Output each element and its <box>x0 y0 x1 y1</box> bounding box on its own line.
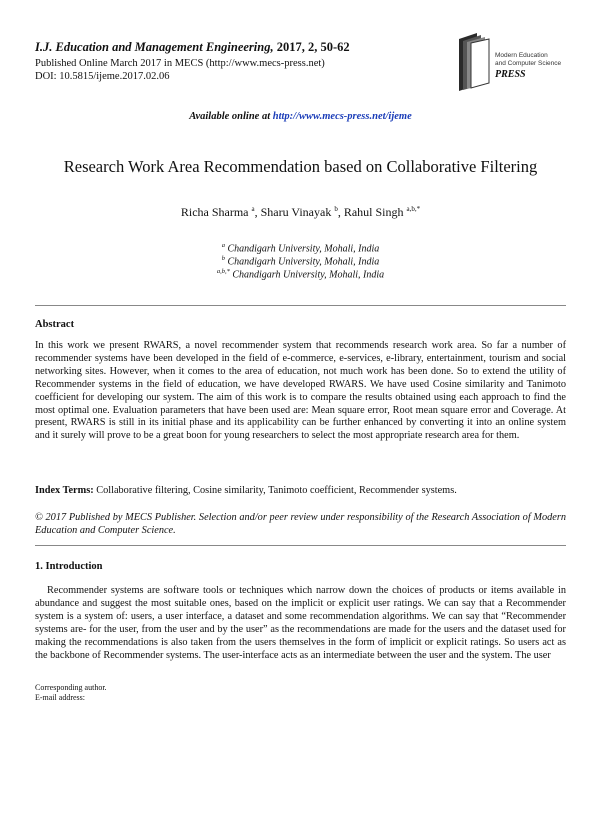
affiliation: $^{a,b,*}$ Chandigarh University, Mohali, India <box>216 268 385 281</box>
author-name: Sharu Vinayak <box>260 205 335 219</box>
journal-header <box>35 40 350 55</box>
footnote-email: E-mail address: <box>35 693 85 702</box>
published-line: Published Online March 2017 in MECS (http://www.mecs-press.net) <box>35 58 325 69</box>
footnote-corresponding: Corresponding author. <box>35 683 107 692</box>
book-icon <box>459 33 489 91</box>
copyright-notice: © 2017 Published by MECS Publisher. Selection and/or peer review under responsibility of the Research Association of Modern Education and Computer Science. <box>35 512 566 536</box>
author-list: Richa Sharma $^a$, Sharu Vinayak $^b$, Rahul Singh $^{a,b,*}$ <box>180 205 421 219</box>
doi-line: DOI: 10.5815/ijeme.2017.02.06 <box>35 71 170 82</box>
index-terms-text: Collaborative filtering, Cosine similarity, Tanimoto coefficient, Recommender systems. <box>93 485 457 496</box>
author-name: Rahul Singh <box>343 205 407 219</box>
logo-line2: and Computer Science <box>495 60 562 67</box>
paper-title: Research Work Area Recommendation based on Collaborative Filtering <box>63 157 538 176</box>
logo-press: PRESS <box>495 69 526 80</box>
abstract-text: In this work we present RWARS, a novel recommender system that recommends research work area. So far a number of recommender systems have been developed in the field of e-commerce, e-services, e-library, entertainment, tourism and social networking sites. However, when it comes to the area of education, not much work has been done. So to extend the utility of Recommender systems in the field of education, we have developed RWARS. We have used Cosine similarity and Tanimoto coefficient for developing our system. The aim of this work is to compare the results obtained using each approach to find the most optimal one. Evaluation parameters that have been used are: Mean square error, Root mean square error and Coverage. At present, RWARS is still in its initial phase and its applicability can be further enhanced by converting it into an online system and it surely will prove to be a great boon for young researchers to select the most appropriate research area for them. <box>35 340 566 442</box>
journal-name: I.J. Education and Management Engineering, <box>35 40 274 54</box>
divider <box>35 545 566 546</box>
mecs-press-logo <box>455 27 575 95</box>
available-label: Available online at <box>189 111 273 122</box>
abstract-heading: Abstract <box>35 319 75 330</box>
logo-line1: Modern Education <box>495 52 548 59</box>
affiliation: $^b$ Chandigarh University, Mohali, India <box>221 255 380 268</box>
index-terms-label: Index Terms: <box>35 485 94 496</box>
author-name: Richa Sharma <box>180 205 252 219</box>
intro-heading: 1. Introduction <box>35 561 103 572</box>
affiliation: $^a$ Chandigarh University, Mohali, India <box>221 242 380 255</box>
index-terms <box>35 485 566 498</box>
author-sup: a <box>251 205 255 213</box>
available-online <box>0 111 601 122</box>
author-sup: b <box>334 205 338 213</box>
author-sup: a,b,* <box>406 205 421 213</box>
divider <box>35 305 566 306</box>
journal-url-link[interactable]: http://www.mecs-press.net/ijeme <box>272 111 412 122</box>
journal-year-pages: 2017, 2, 50-62 <box>273 40 350 54</box>
intro-text: Recommender systems are software tools or techniques which narrow down the choices of products or items available in abundance and suggest the most suitable ones, based on the implicit or explicit user ratings. We can say that a Recommender system is a system of: users, a user interface, a dataset and some recommendation algorithms. We can say that “Recommender systems are- for the user, from the user and by the user” as the recommendations are made for the users and the dataset used for making the recommendations is also taken from the users themselves in the form of implicit or explicit ratings. So users act as the backbone of Recommender systems. The user-interface acts as an intermediate between the user and the system. The user <box>35 585 566 661</box>
